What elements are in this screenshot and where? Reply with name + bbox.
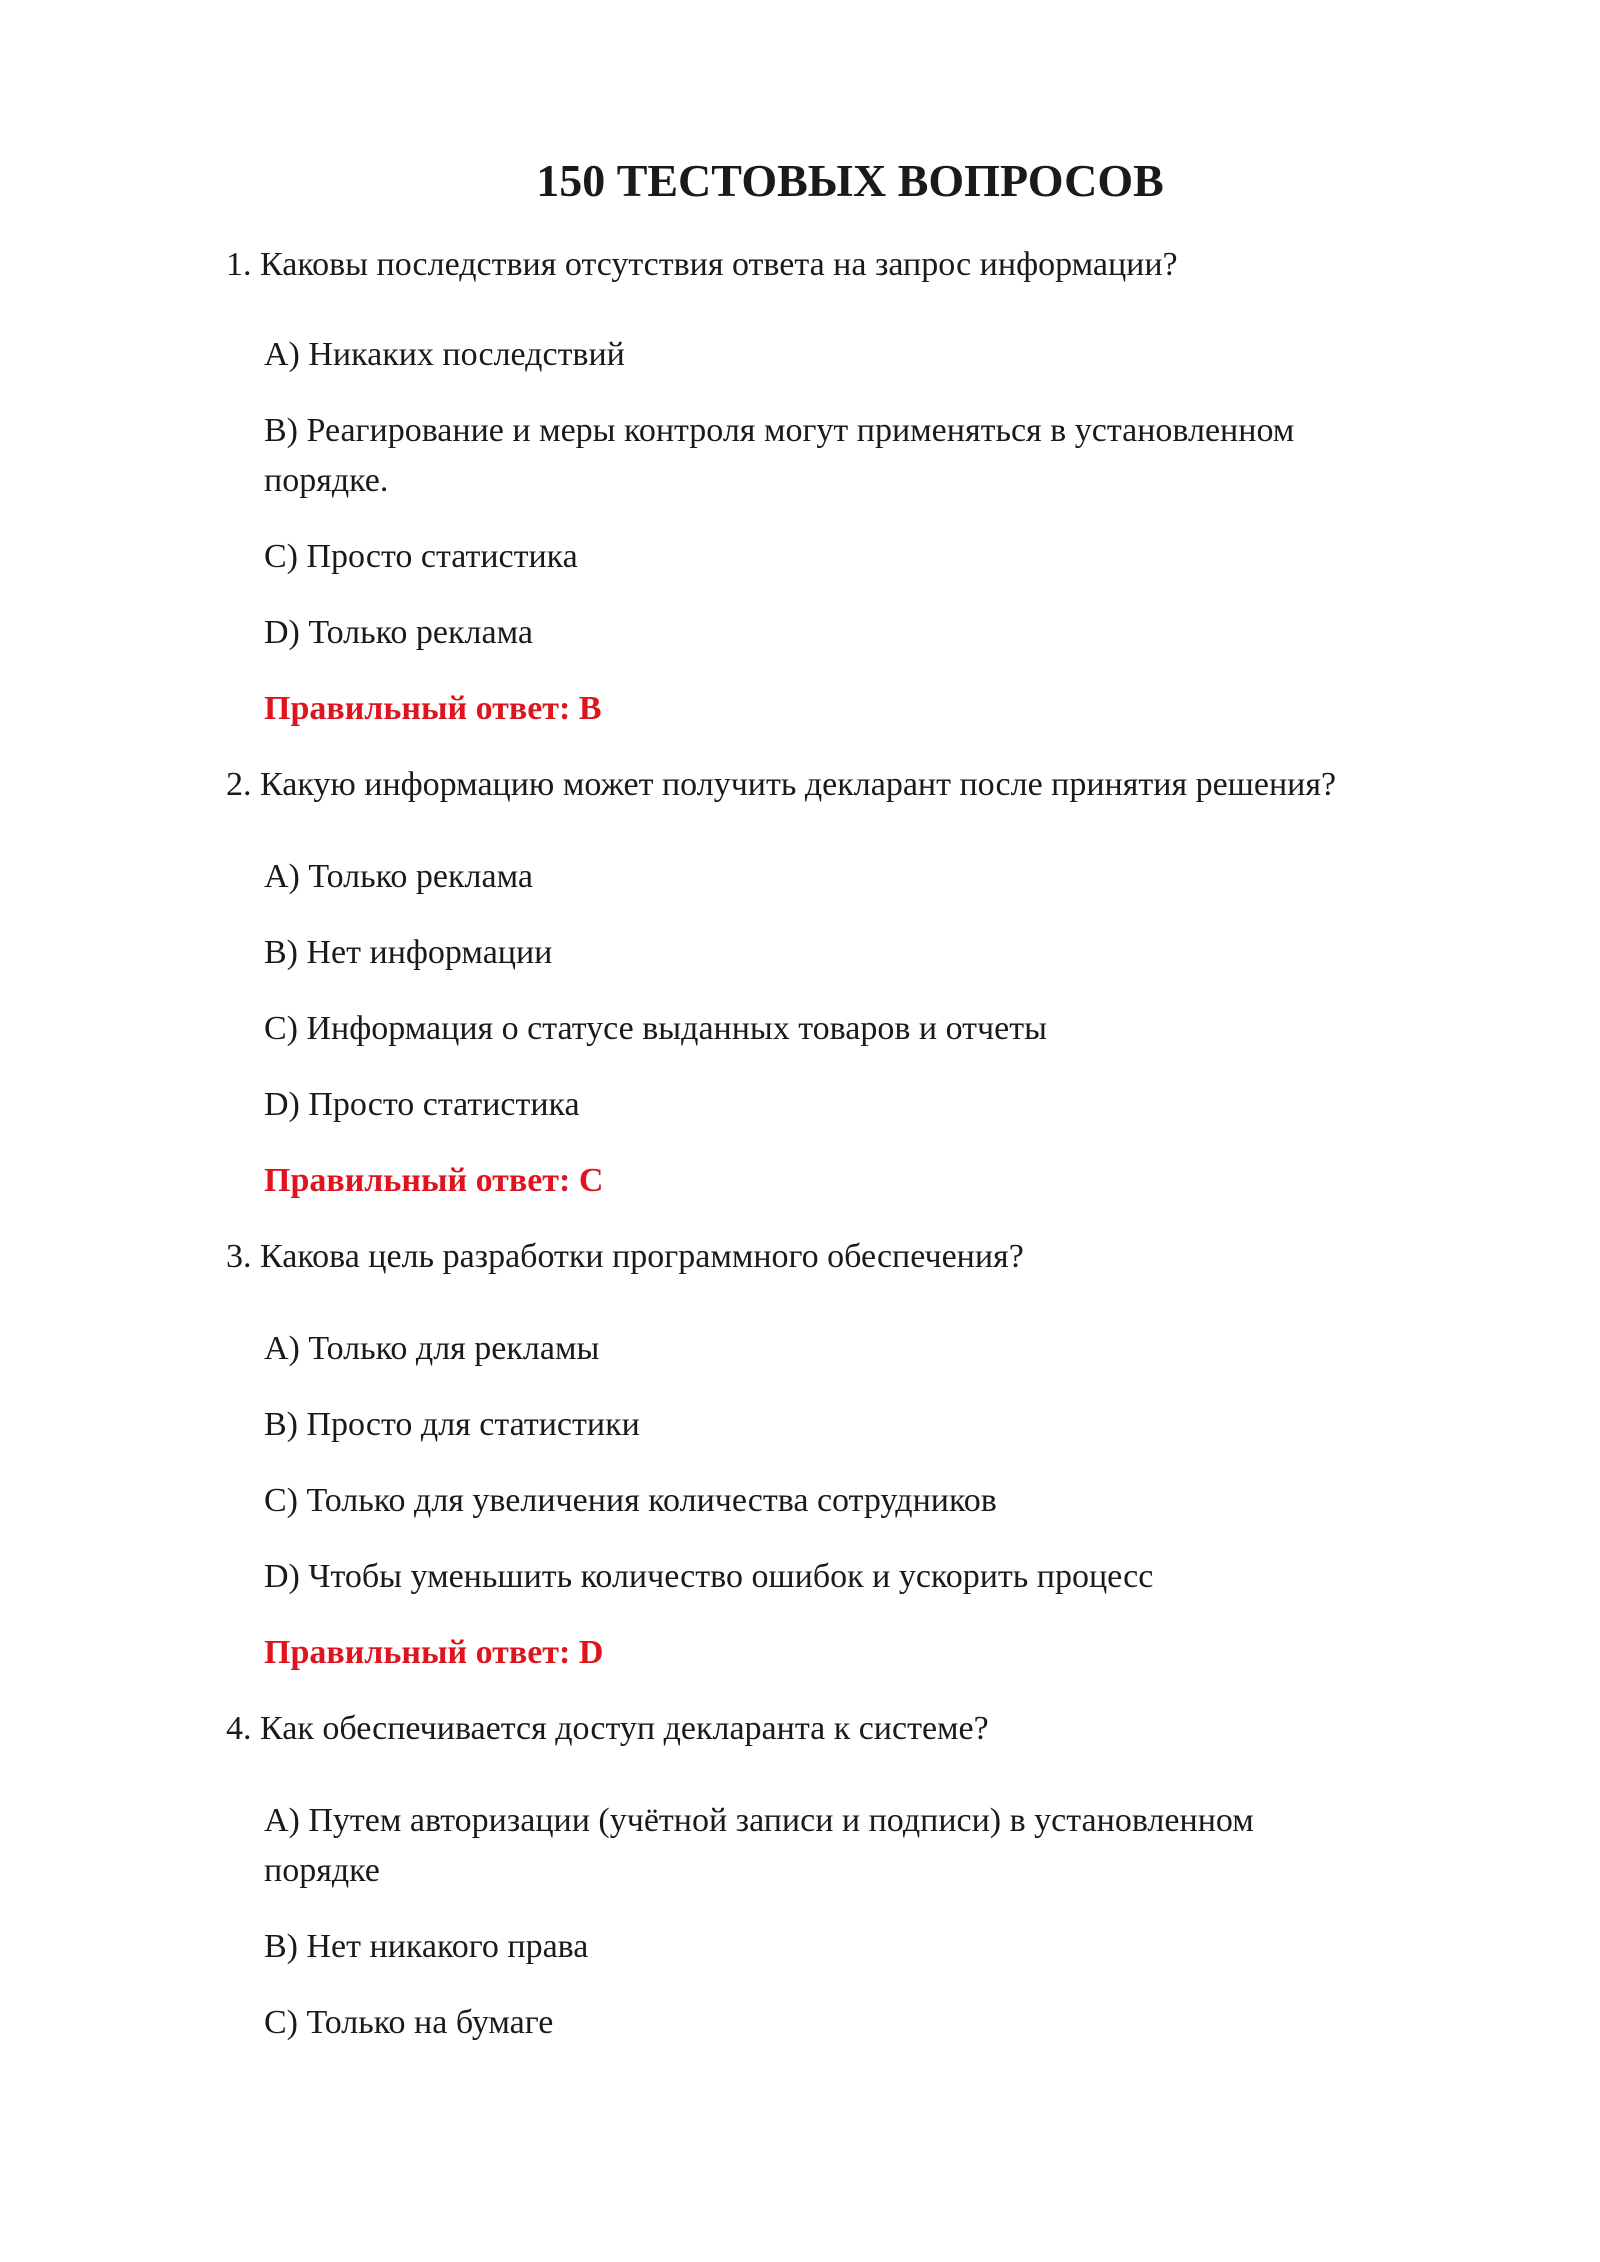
- question-text: Какова цель разработки программного обеспечения?: [260, 1238, 1024, 1275]
- option-3c: C) Только для увеличения количества сотрудников: [264, 1482, 997, 1519]
- option-4b: B) Нет никакого права: [264, 1928, 589, 1965]
- option-1c: C) Просто статистика: [264, 538, 578, 575]
- correct-answer-2: Правильный ответ: C: [264, 1162, 604, 1199]
- option-3a: A) Только для рекламы: [264, 1330, 600, 1367]
- correct-answer-3: Правильный ответ: D: [264, 1634, 604, 1671]
- question-number: 2.: [226, 766, 252, 803]
- correct-answer-1: Правильный ответ: B: [264, 690, 602, 727]
- question-1: [226, 240, 1178, 290]
- question-number: 4.: [226, 1710, 252, 1747]
- question-4: [226, 1704, 989, 1754]
- question-2: [226, 760, 1336, 810]
- option-2c: C) Информация о статусе выданных товаров и отчеты: [264, 1010, 1047, 1047]
- option-4c: C) Только на бумаге: [264, 2004, 554, 2041]
- option-2a: A) Только реклама: [264, 858, 533, 895]
- question-number: 3.: [226, 1238, 252, 1275]
- option-1a: A) Никаких последствий: [264, 336, 625, 373]
- page-title: 150 ТЕСТОВЫХ ВОПРОСОВ: [536, 155, 1164, 206]
- question-text: Как обеспечивается доступ декларанта к системе?: [260, 1710, 989, 1747]
- question-text: Каковы последствия отсутствия ответа на запрос информации?: [260, 246, 1178, 283]
- option-1b: B) Реагирование и меры контроля могут применяться в установленном: [264, 412, 1295, 449]
- option-4a: A) Путем авторизации (учётной записи и подписи) в установленном: [264, 1802, 1254, 1839]
- option-1d: D) Только реклама: [264, 614, 533, 651]
- option-1b-continued: порядке.: [264, 462, 389, 499]
- question-text: Какую информацию может получить декларант после принятия решения?: [260, 766, 1337, 803]
- option-3d: D) Чтобы уменьшить количество ошибок и ускорить процесс: [264, 1558, 1154, 1595]
- option-2d: D) Просто статистика: [264, 1086, 580, 1123]
- question-3: [226, 1232, 1024, 1282]
- option-4a-continued: порядке: [264, 1852, 380, 1889]
- option-2b: B) Нет информации: [264, 934, 553, 971]
- option-3b: B) Просто для статистики: [264, 1406, 640, 1443]
- question-number: 1.: [226, 246, 252, 283]
